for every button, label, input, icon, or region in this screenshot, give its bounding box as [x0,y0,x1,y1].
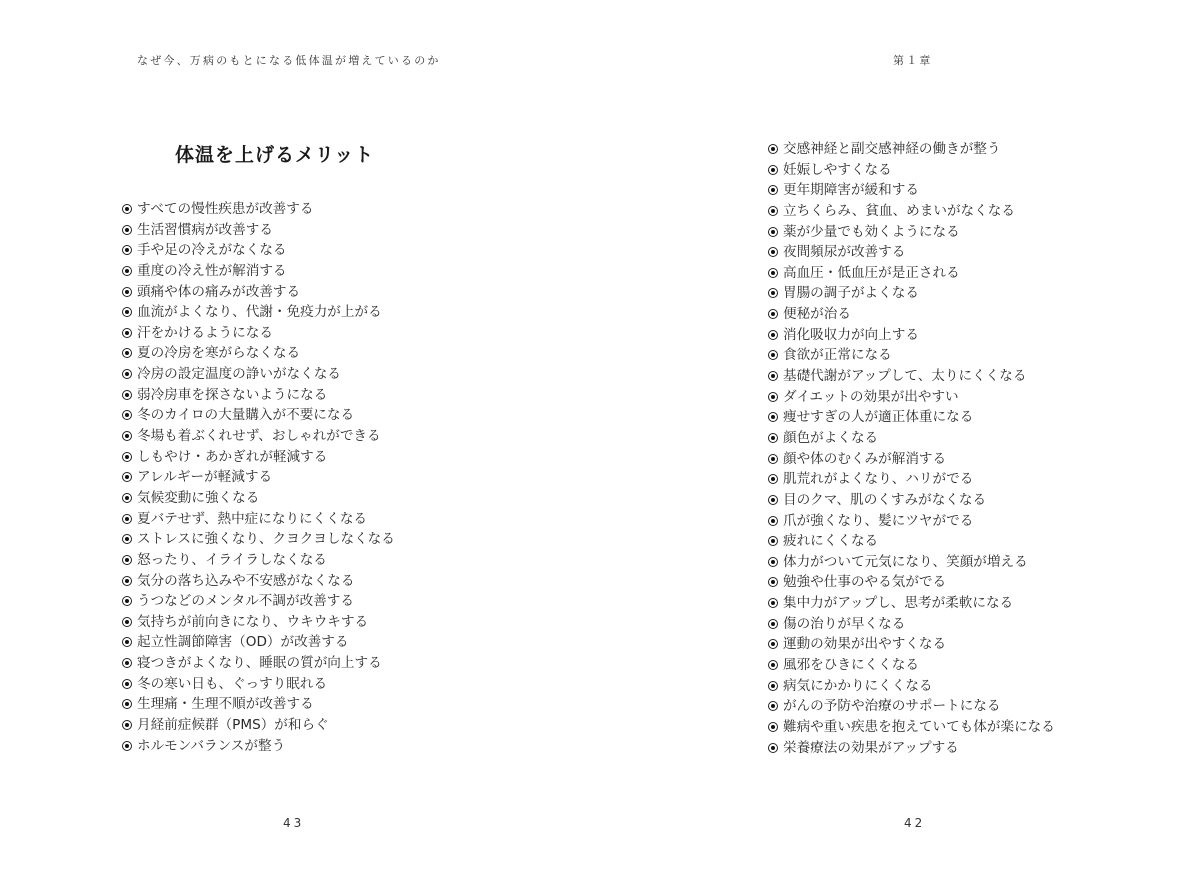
bullet-icon [122,534,132,544]
list-item-text: 目のクマ、肌のくすみがなくなる [783,491,987,508]
list-item [768,655,1055,676]
bullet-icon [122,225,132,235]
list-item [122,550,395,571]
bullet-icon [768,227,778,237]
list-item-text: うつなどのメンタル不調が改善する [137,593,354,610]
list-item-text: 血流がよくなり、代謝・免疫力が上がる [137,304,382,321]
list-item-text: 起立性調節障害（OD）が改善する [137,634,349,651]
list-item [768,696,1055,717]
bullet-icon [768,536,778,546]
bullet-icon [122,720,132,730]
list-item [122,509,395,530]
bullet-icon [122,637,132,647]
list-item-text: 胃腸の調子がよくなる [783,285,919,302]
bullet-icon [122,328,132,338]
page-number-right: 42 [904,816,926,830]
list-item [768,387,1055,408]
bullet-icon [122,452,132,462]
list-item-text: すべての慢性疾患が改善する [137,201,314,217]
list-item-text: 病気にかかりにくくなる [783,677,933,694]
bullet-icon [768,598,778,608]
list-item-text: 冬場も着ぶくれせず、おしゃれができる [137,428,381,445]
list-item-text: ホルモンバランスが整う [137,737,286,754]
list-item-text: 気分の落ち込みや不安感がなくなる [137,572,355,589]
list-item-text: 基礎代謝がアップして、太りにくくなる [783,368,1027,385]
list-item-text: 弱冷房車を探さないようになる [137,386,328,403]
bullet-icon [768,639,778,649]
list-item-text: がんの予防や治療のサポートになる [783,698,1001,715]
bullet-icon [768,330,778,340]
list-item [768,531,1055,552]
list-item [122,426,395,447]
list-item [768,222,1055,243]
list-item-text: 運動の効果が出やすくなる [783,636,947,653]
list-item [122,343,395,364]
list-item [768,304,1055,325]
bullet-icon [768,701,778,711]
list-item-text: 寝つきがよくなり、睡眠の質が向上する [137,655,382,672]
list-item-text: 夏の冷房を寒がらなくなる [137,345,301,362]
list-item-text: 気候変動に強くなる [137,489,260,506]
bullet-icon [768,392,778,402]
bullet-icon [122,266,132,276]
list-item [122,694,395,715]
list-item [768,490,1055,511]
list-item [122,385,395,406]
bullet-icon [768,350,778,360]
list-item [122,405,395,426]
list-item-text: 食欲が正常になる [783,347,892,364]
list-item [768,552,1055,573]
list-item [122,591,395,612]
list-item [122,653,395,674]
list-item-text: 冬の寒い日も、ぐっすり眠れる [137,675,328,692]
list-item [122,323,395,344]
list-item [768,345,1055,366]
bullet-icon [768,165,778,175]
list-item-text: 便秘が治る [783,306,851,323]
list-item-text: 栄養療法の効果がアップする [783,739,959,756]
list-item-text: 痩せすぎの人が適正体重になる [783,409,974,426]
list-item [122,467,395,488]
list-item [122,488,395,509]
bullet-icon [122,617,132,627]
bullet-icon [768,743,778,753]
running-header-right: 第１章 [893,54,933,67]
list-item-text: 汗をかけるようになる [137,324,273,341]
bullet-icon [768,206,778,216]
list-item [122,632,395,653]
list-item [768,283,1055,304]
list-item-text: 生活習慣病が改善する [137,221,273,238]
bullet-icon [768,619,778,629]
list-item [122,302,395,323]
list-item-text: 夏バテせず、熱中症になりにくくなる [137,510,368,527]
list-item [768,263,1055,284]
list-item-text: 勉強や仕事のやる気がでる [783,574,947,591]
list-item-text: 交感神経と副交感神経の働きが整う [783,141,1001,157]
bullet-icon [122,658,132,668]
list-item [768,511,1055,532]
bullet-icon [122,390,132,400]
list-item-text: 集中力がアップし、思考が柔軟になる [783,595,1014,612]
list-item [768,614,1055,635]
list-item-text: 立ちくらみ、貧血、めまいがなくなる [783,202,1015,219]
list-item [122,199,395,220]
bullet-icon [768,577,778,587]
list-item [768,201,1055,222]
list-item-text: 難病や重い疾患を抱えていても体が楽になる [783,718,1055,735]
bullet-icon [768,371,778,381]
list-item [768,407,1055,428]
bullet-icon [768,516,778,526]
list-item [122,674,395,695]
list-item-text: ストレスに強くなり、クヨクヨしなくなる [137,531,395,548]
list-item-text: 消化吸収力が向上する [783,326,919,343]
list-item [768,449,1055,470]
bullet-icon [768,412,778,422]
bullet-icon [768,495,778,505]
list-item [768,366,1055,387]
list-item-text: 怒ったり、イライラしなくなる [137,551,327,568]
list-item-text: 頭痛や体の痛みが改善する [137,283,301,300]
list-item [122,612,395,633]
bullet-icon [768,144,778,154]
list-item-text: 冷房の設定温度の諍いがなくなる [137,366,341,383]
list-item [768,428,1055,449]
list-item [122,736,395,757]
list-item-text: 夜間頻尿が改善する [783,244,906,261]
list-item-text: 更年期障害が緩和する [783,182,919,199]
list-item [768,160,1055,181]
list-item-text: 生理痛・生理不順が改善する [137,696,314,713]
bullet-icon [768,557,778,567]
list-item-text: しもやけ・あかぎれが軽減する [137,448,328,465]
list-item [768,634,1055,655]
list-item [122,220,395,241]
bullet-icon [768,247,778,257]
list-item [768,139,1055,160]
list-item-text: 重度の冷え性が解消する [137,262,287,279]
bullet-icon [122,369,132,379]
list-item-text: 顔や体のむくみが解消する [783,450,947,467]
list-item-text: 気持ちが前向きになり、ウキウキする [137,613,369,630]
list-item-text: アレルギーが軽減する [137,469,273,486]
bullet-icon [122,576,132,586]
list-item-text: 爪が強くなり、髪にツヤがでる [783,512,974,529]
list-item [768,738,1055,759]
list-item [122,571,395,592]
list-item [768,676,1055,697]
list-item-text: 傷の治りが早くなる [783,615,906,632]
bullet-icon [768,433,778,443]
bullet-icon [768,454,778,464]
list-item-text: 薬が少量でも効くようになる [783,223,960,240]
bullet-icon [122,596,132,606]
bullet-icon [768,474,778,484]
bullet-icon [768,722,778,732]
bullet-icon [768,309,778,319]
list-item [122,715,395,736]
bullet-icon [122,699,132,709]
list-item-text: 肌荒れがよくなり、ハリがでる [783,471,974,488]
bullet-icon [768,268,778,278]
bullet-icon [122,245,132,255]
list-item-text: 妊娠しやすくなる [783,161,892,178]
list-item [768,593,1055,614]
list-item-text: ダイエットの効果が出やすい [783,388,959,405]
list-item [122,529,395,550]
bullet-icon [768,185,778,195]
list-item [768,325,1055,346]
bullet-icon [122,472,132,482]
bullet-icon [122,431,132,441]
list-item [122,282,395,303]
bullet-icon [122,204,132,214]
bullet-icon [768,681,778,691]
bullet-icon [122,307,132,317]
list-item [768,469,1055,490]
list-item-text: 風邪をひきにくくなる [783,657,919,674]
list-item-text: 疲れにくくなる [783,533,879,550]
list-item-text: 顔色がよくなる [783,429,879,446]
list-item [768,717,1055,738]
bullet-icon [122,410,132,420]
list-item-text: 高血圧・低血圧が是正される [783,264,960,281]
list-item [122,447,395,468]
section-title: 体温を上げるメリット [175,144,375,166]
bullet-icon [122,679,132,689]
bullet-icon [122,287,132,297]
list-item [768,180,1055,201]
list-item [122,240,395,261]
bullet-icon [122,493,132,503]
bullet-icon [768,288,778,298]
benefits-list-left [122,199,395,756]
list-item-text: 手や足の冷えがなくなる [137,242,287,259]
bullet-icon [122,555,132,565]
running-header-left: なぜ今、万病のもとになる低体温が増えているのか [137,54,441,67]
benefits-list-right [768,139,1055,758]
list-item-text: 体力がついて元気になり、笑顔が増える [783,553,1028,570]
list-item [122,364,395,385]
list-item [768,572,1055,593]
bullet-icon [122,514,132,524]
list-item-text: 月経前症候群（PMS）が和らぐ [137,717,329,734]
list-item [768,242,1055,263]
list-item [122,261,395,282]
bullet-icon [122,741,132,751]
list-item-text: 冬のカイロの大量購入が不要になる [137,407,355,424]
bullet-icon [122,348,132,358]
bullet-icon [768,660,778,670]
page-number-left: 43 [283,816,305,830]
